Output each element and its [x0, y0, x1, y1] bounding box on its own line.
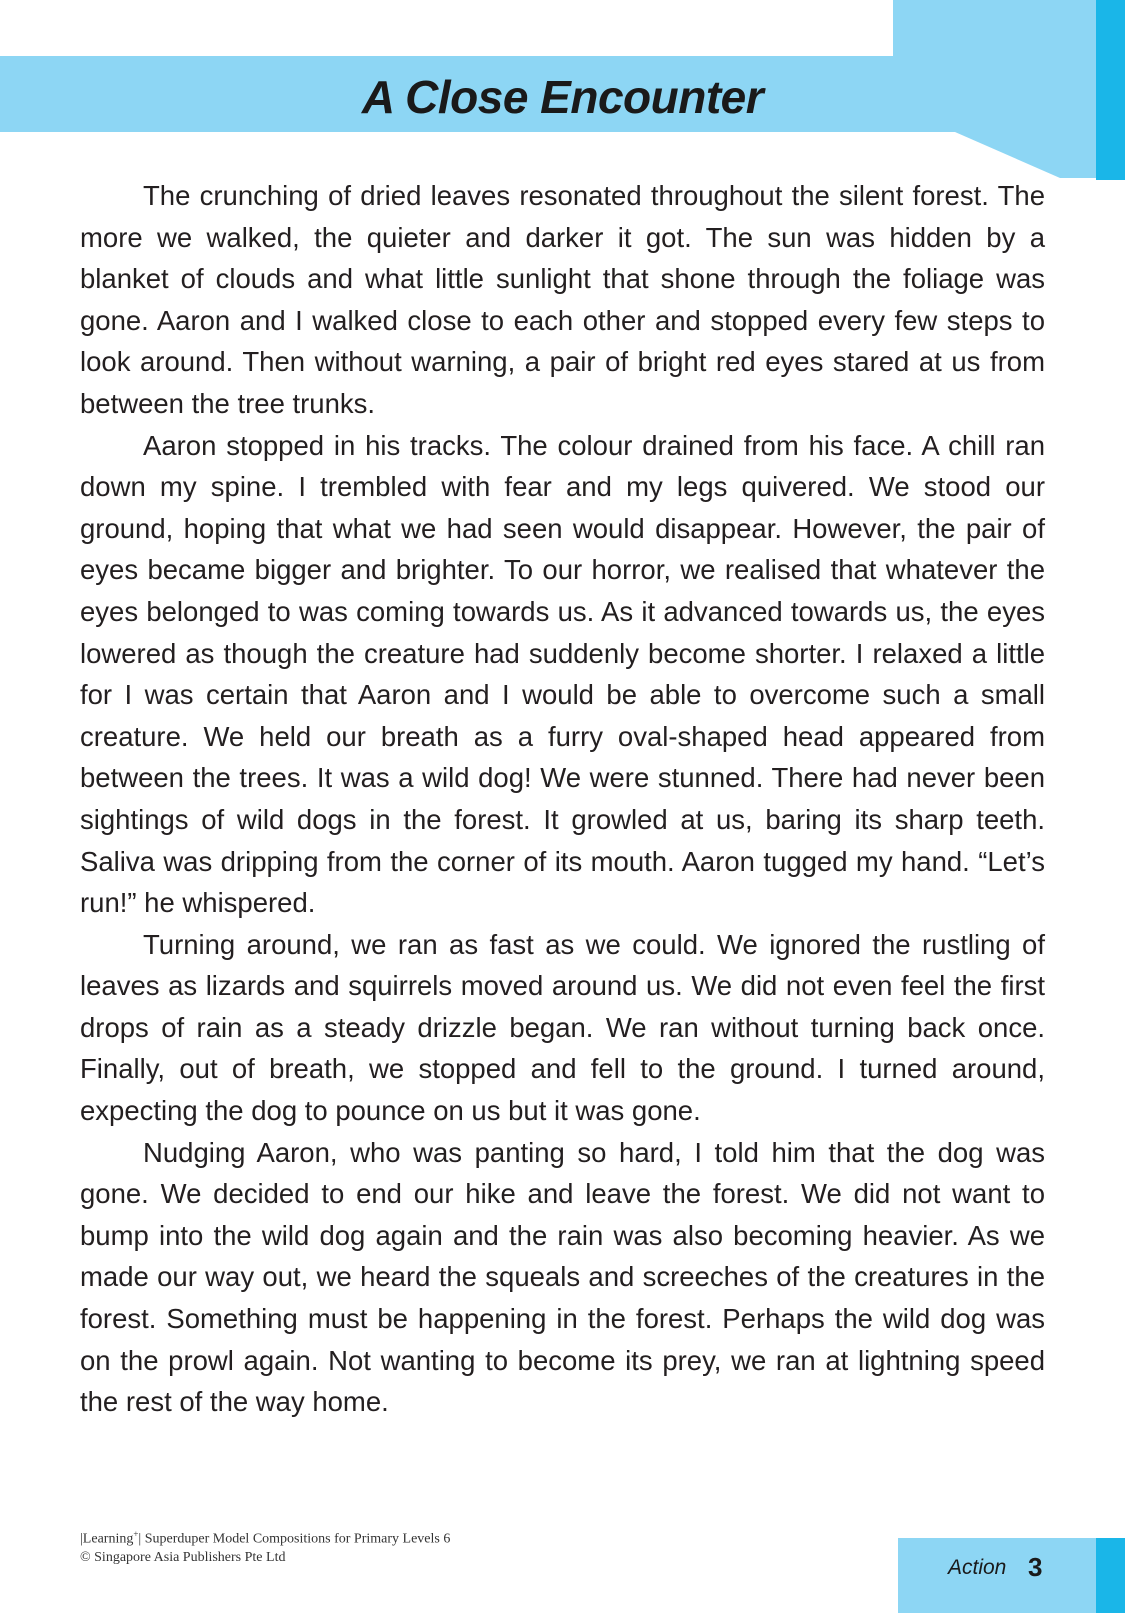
copyright-notice: © Singapore Asia Publishers Pte Ltd [80, 1549, 286, 1565]
series-prefix: |Learning [80, 1531, 134, 1547]
story-paragraph: Aaron stopped in his tracks. The colour drained from his face. A chill ran down my spine. I trembled with fear and my legs quivered. We stood our ground, hoping that what we had seen would disappear. However, the pair of eyes became bigger and brighter. To our horror, we realised that whatever the eyes belonged to was coming towards us. As it advanced towards us, the eyes lowered as though the creature had suddenly become shorter. I relaxed a little for I was certain that Aaron and I would be able to overcome such a small creature. We held our breath as a furry oval-shaped head appeared from between the trees. It was a wild dog! We were stunned. There had never been sightings of wild dogs in the forest. It growled at us, baring its sharp teeth. Saliva was dripping from the corner of its mouth. Aaron tugged my hand. “Let’s run!” he whispered. [80, 429, 1045, 919]
story-paragraph: Nudging Aaron, who was panting so hard, I told him that the dog was gone. We decided to end our hike and leave the forest. We did not want to bump into the wild dog again and the rain was also becoming heavier. As we made our way out, we heard the squeals and screeches of the creatures in the forest. Something must be happening in the forest. Perhaps the wild dog was on the prowl again. Not wanting to become its prey, we ran at lightning speed the rest of the way home. [80, 1136, 1045, 1418]
story-body [80, 175, 1045, 1423]
page-number: 3 [1028, 1552, 1043, 1582]
story-paragraph: The crunching of dried leaves resonated throughout the silent forest. The more we walked, the quieter and darker it got. The sun was hidden by a blanket of clouds and what little sunlight that shone through the foliage was gone. Aaron and I walked close to each other and stopped every few steps to look around. Then without warning, a pair of bright red eyes stared at us from between the tree trunks. [80, 180, 1045, 419]
series-title [80, 1525, 450, 1549]
footer-tab-accent [1096, 1538, 1125, 1613]
series-sup: + [133, 1529, 139, 1539]
story-paragraph: Turning around, we ran as fast as we could. We ignored the rustling of leaves as lizards and squirrels moved around us. We did not even feel the first drops of rain as a steady drizzle began. We ran without turning back once. Finally, out of breath, we stopped and fell to the ground. I turned around, expecting the dog to pounce on us but it was gone. [80, 928, 1045, 1127]
section-label: Action [948, 1556, 1007, 1579]
title-banner-corner-block [893, 0, 1096, 60]
footer-credit [80, 1525, 450, 1567]
series-suffix: | Superduper Model Compositions for Primary Levels 6 [138, 1531, 451, 1547]
page-title: A Close Encounter [361, 71, 764, 123]
